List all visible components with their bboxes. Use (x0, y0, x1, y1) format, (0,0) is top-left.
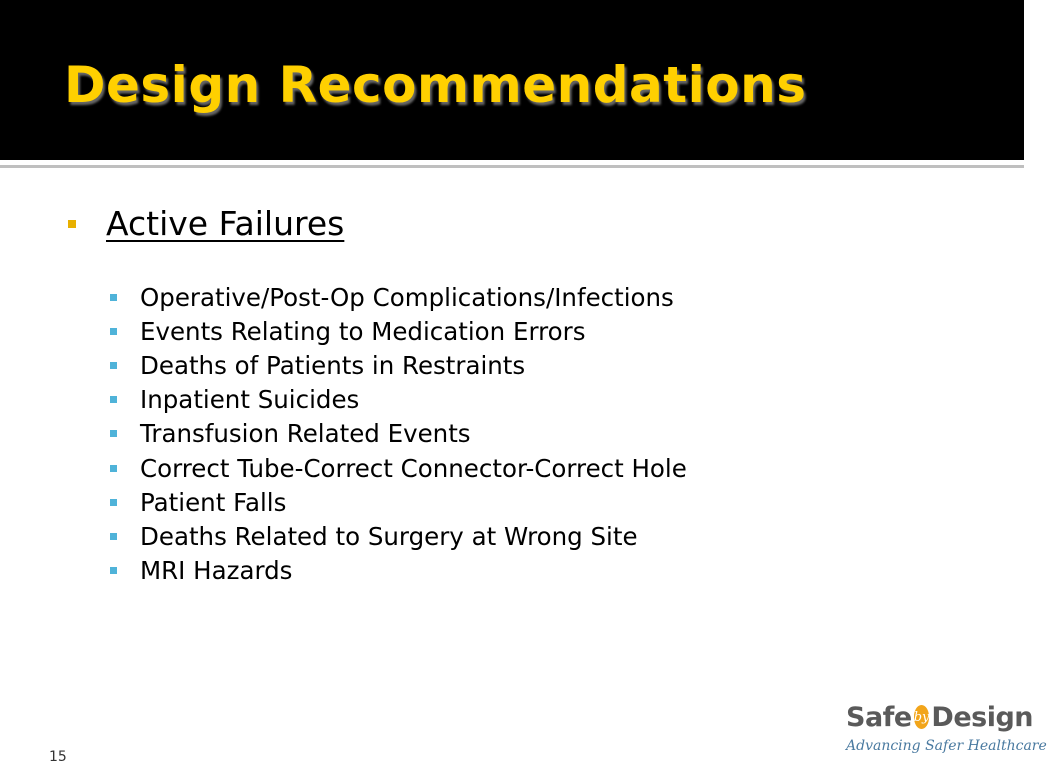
square-bullet-icon (68, 220, 76, 228)
bullet-heading (68, 204, 344, 243)
list-item (110, 451, 687, 485)
list-item (110, 485, 687, 519)
list-item (110, 280, 687, 314)
list-item-text: Deaths Related to Surgery at Wrong Site (140, 521, 638, 551)
list-item (110, 519, 687, 553)
square-bullet-icon (110, 362, 117, 369)
safe-by-design-logo (846, 698, 1047, 760)
square-bullet-icon (110, 294, 117, 301)
list-item-text: MRI Hazards (140, 556, 293, 586)
title-bar (0, 0, 1024, 160)
logo-word-design: Design (931, 701, 1034, 733)
page-number: 15 (49, 749, 67, 765)
list-item-text: Patient Falls (140, 487, 287, 517)
list-item (110, 554, 687, 588)
sub-bullet-list (110, 280, 687, 588)
list-item-text: Events Relating to Medication Errors (140, 316, 586, 346)
square-bullet-icon (110, 430, 117, 437)
square-bullet-icon (110, 533, 117, 540)
slide-title: Design Recommendations (64, 56, 807, 114)
logo-word-safe: Safe (846, 701, 912, 733)
square-bullet-icon (110, 396, 117, 403)
logo-wordmark (846, 698, 1034, 736)
list-item-text: Inpatient Suicides (140, 385, 360, 415)
list-item-text: Deaths of Patients in Restraints (140, 350, 526, 380)
list-item (110, 348, 687, 382)
list-item (110, 383, 687, 417)
square-bullet-icon (110, 465, 117, 472)
square-bullet-icon (110, 499, 117, 506)
square-bullet-icon (110, 567, 117, 574)
title-divider (0, 165, 1024, 168)
list-item (110, 417, 687, 451)
list-item-text: Correct Tube-Correct Connector-Correct Hole (140, 453, 687, 483)
square-bullet-icon (110, 328, 117, 335)
list-item-text: Operative/Post-Op Complications/Infections (140, 282, 674, 312)
list-item (110, 314, 687, 348)
list-item-text: Transfusion Related Events (140, 419, 471, 449)
logo-by-badge: by (914, 705, 930, 729)
logo-tagline: Advancing Safer Healthcare (846, 738, 1047, 754)
heading-active-failures: Active Failures (106, 204, 345, 243)
